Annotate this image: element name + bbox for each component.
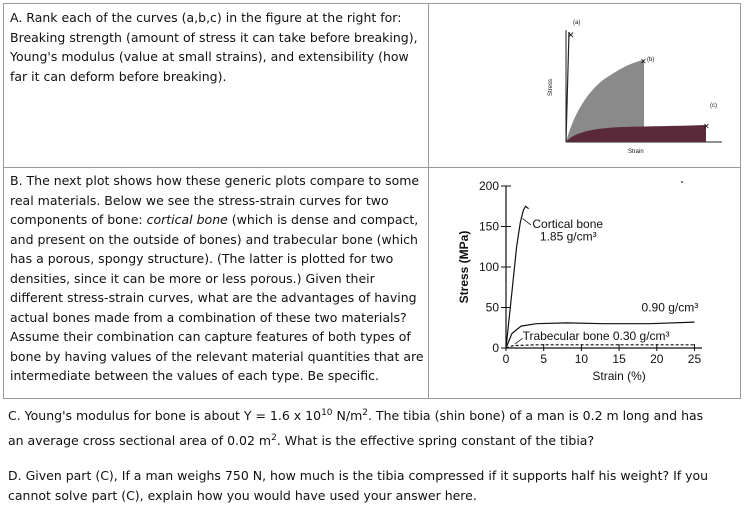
mid-density-label: 0.90 g/cm³: [641, 300, 699, 315]
bone-chart: [440, 174, 736, 396]
part-b-line-1: B. The next plot shows how these generic plots compare to some: [10, 173, 420, 188]
part-b-line-10: bone by having values of the relevant material quantities that are: [10, 348, 424, 364]
curve-b-label: (b): [647, 57, 655, 63]
part-c-exp2: 2: [362, 408, 368, 418]
part-b-line-11: intermediate between the values of each type. Be specific.: [10, 368, 380, 383]
curve-c-break-mark: ✕: [703, 122, 710, 131]
cortical-bone-term: cortical bone: [146, 212, 228, 227]
y-tick-label: 200: [478, 179, 499, 193]
bone-chart-svg: [440, 174, 736, 396]
part-c-rest: . The tibia (shin bone) of a man is 0.2 m long and has: [367, 408, 704, 424]
stray-dot: [681, 181, 683, 183]
part-b-line-3b: (which is dense and compact,: [227, 212, 419, 227]
curve-b-break-mark: ✕: [640, 57, 647, 66]
part-a-cell: [10, 8, 425, 86]
table-border-left: [3, 3, 4, 399]
y-tick-label: 100: [478, 260, 499, 274]
part-c-line-1: [8, 404, 740, 426]
part-d-line-1: D. Given part (C), If a man weighs 750 N, how much is the tibia compressed if it supports half his weight? If you: [8, 468, 709, 483]
part-c-line-2: [8, 429, 740, 451]
table-border-right: [740, 3, 741, 399]
part-d-cell: [8, 466, 740, 505]
figure-generic-curves: [534, 8, 734, 164]
part-c-line2-prefix: an average cross sectional area of 0.02 m: [8, 432, 272, 448]
table-border-top: [3, 3, 741, 4]
generic-curves-svg: [534, 8, 734, 164]
part-c-cell: [8, 404, 740, 450]
x-tick-label: 15: [612, 352, 626, 366]
cortical-leader: [523, 218, 531, 224]
part-c-line2-rest: . What is the effective spring constant of the tibia?: [276, 432, 595, 448]
table-divider-vertical: [428, 3, 429, 399]
y-tick-label: 150: [478, 219, 499, 234]
part-d-line-2: cannot solve part (C), explain how you would have used your answer here.: [8, 487, 477, 503]
part-b-cell: [10, 171, 428, 386]
x-tick-label: 25: [687, 352, 702, 366]
x-tick-label: 5: [540, 352, 548, 366]
part-c-line2-exp: 2: [271, 432, 277, 443]
part-b-line-9: Assume their combination can capture features of both types of: [10, 329, 411, 344]
generic-y-label: Stress: [548, 78, 554, 96]
y-axis-label: Stress (MPa): [457, 230, 471, 304]
x-tick-label: 10: [574, 352, 589, 366]
part-b-line-3: [10, 210, 428, 230]
part-b-line-3a: components of bone:: [10, 212, 147, 227]
trabecular-leader: [515, 338, 523, 344]
curve-a-break-mark: ✕: [567, 30, 575, 40]
trabecular-label: Trabecular bone 0.30 g/cm³: [522, 328, 670, 343]
x-axis-label: Strain (%): [592, 369, 646, 383]
part-b-line-4: and present on the outside of bones) and trabecular bone (which: [10, 231, 418, 247]
part-b-line-2: real materials. Below we see the stress-strain curves for two: [10, 192, 389, 208]
part-c-mid: N/m: [332, 408, 363, 424]
part-b-line-5: has a porous, spongy structure). (The latter is plotted for two: [10, 251, 394, 266]
y-tick-label: 50: [485, 300, 499, 315]
part-b-line-8: actual bones made from a combination of these two materials?: [10, 309, 407, 325]
x-tick-label: 20: [650, 352, 664, 366]
part-b-line-7: different stress-strain curves, what are the advantages of having: [10, 290, 417, 305]
part-c-prefix: C. Young's modulus for bone is about Y = 1.6 x 10: [8, 408, 322, 424]
table-border-bottom: [3, 398, 741, 399]
curve-a-label: (a): [573, 20, 581, 26]
series-line-1: [506, 206, 529, 348]
generic-x-label: Strain: [628, 149, 644, 155]
table-divider-horizontal: [3, 167, 741, 168]
part-b-line-6: densities, since it can be more or less porous.) Given their: [10, 270, 375, 286]
y-tick-label: 0: [492, 341, 499, 355]
curve-c-label: (c): [710, 103, 717, 109]
part-a-text: A. Rank each of the curves (a,b,c) in the figure at the right for: Breaking strength (amount of stress it can take before breaking), Young's modulus (value at small strains), and extensibility (how far it can deform before breaking).: [10, 10, 418, 84]
x-tick-label: 0: [502, 352, 510, 366]
cortical-label-2: 1.85 g/cm³: [539, 229, 597, 244]
part-c-exp1: 10: [321, 408, 333, 418]
cortical-label-1: Cortical bone: [532, 217, 604, 232]
